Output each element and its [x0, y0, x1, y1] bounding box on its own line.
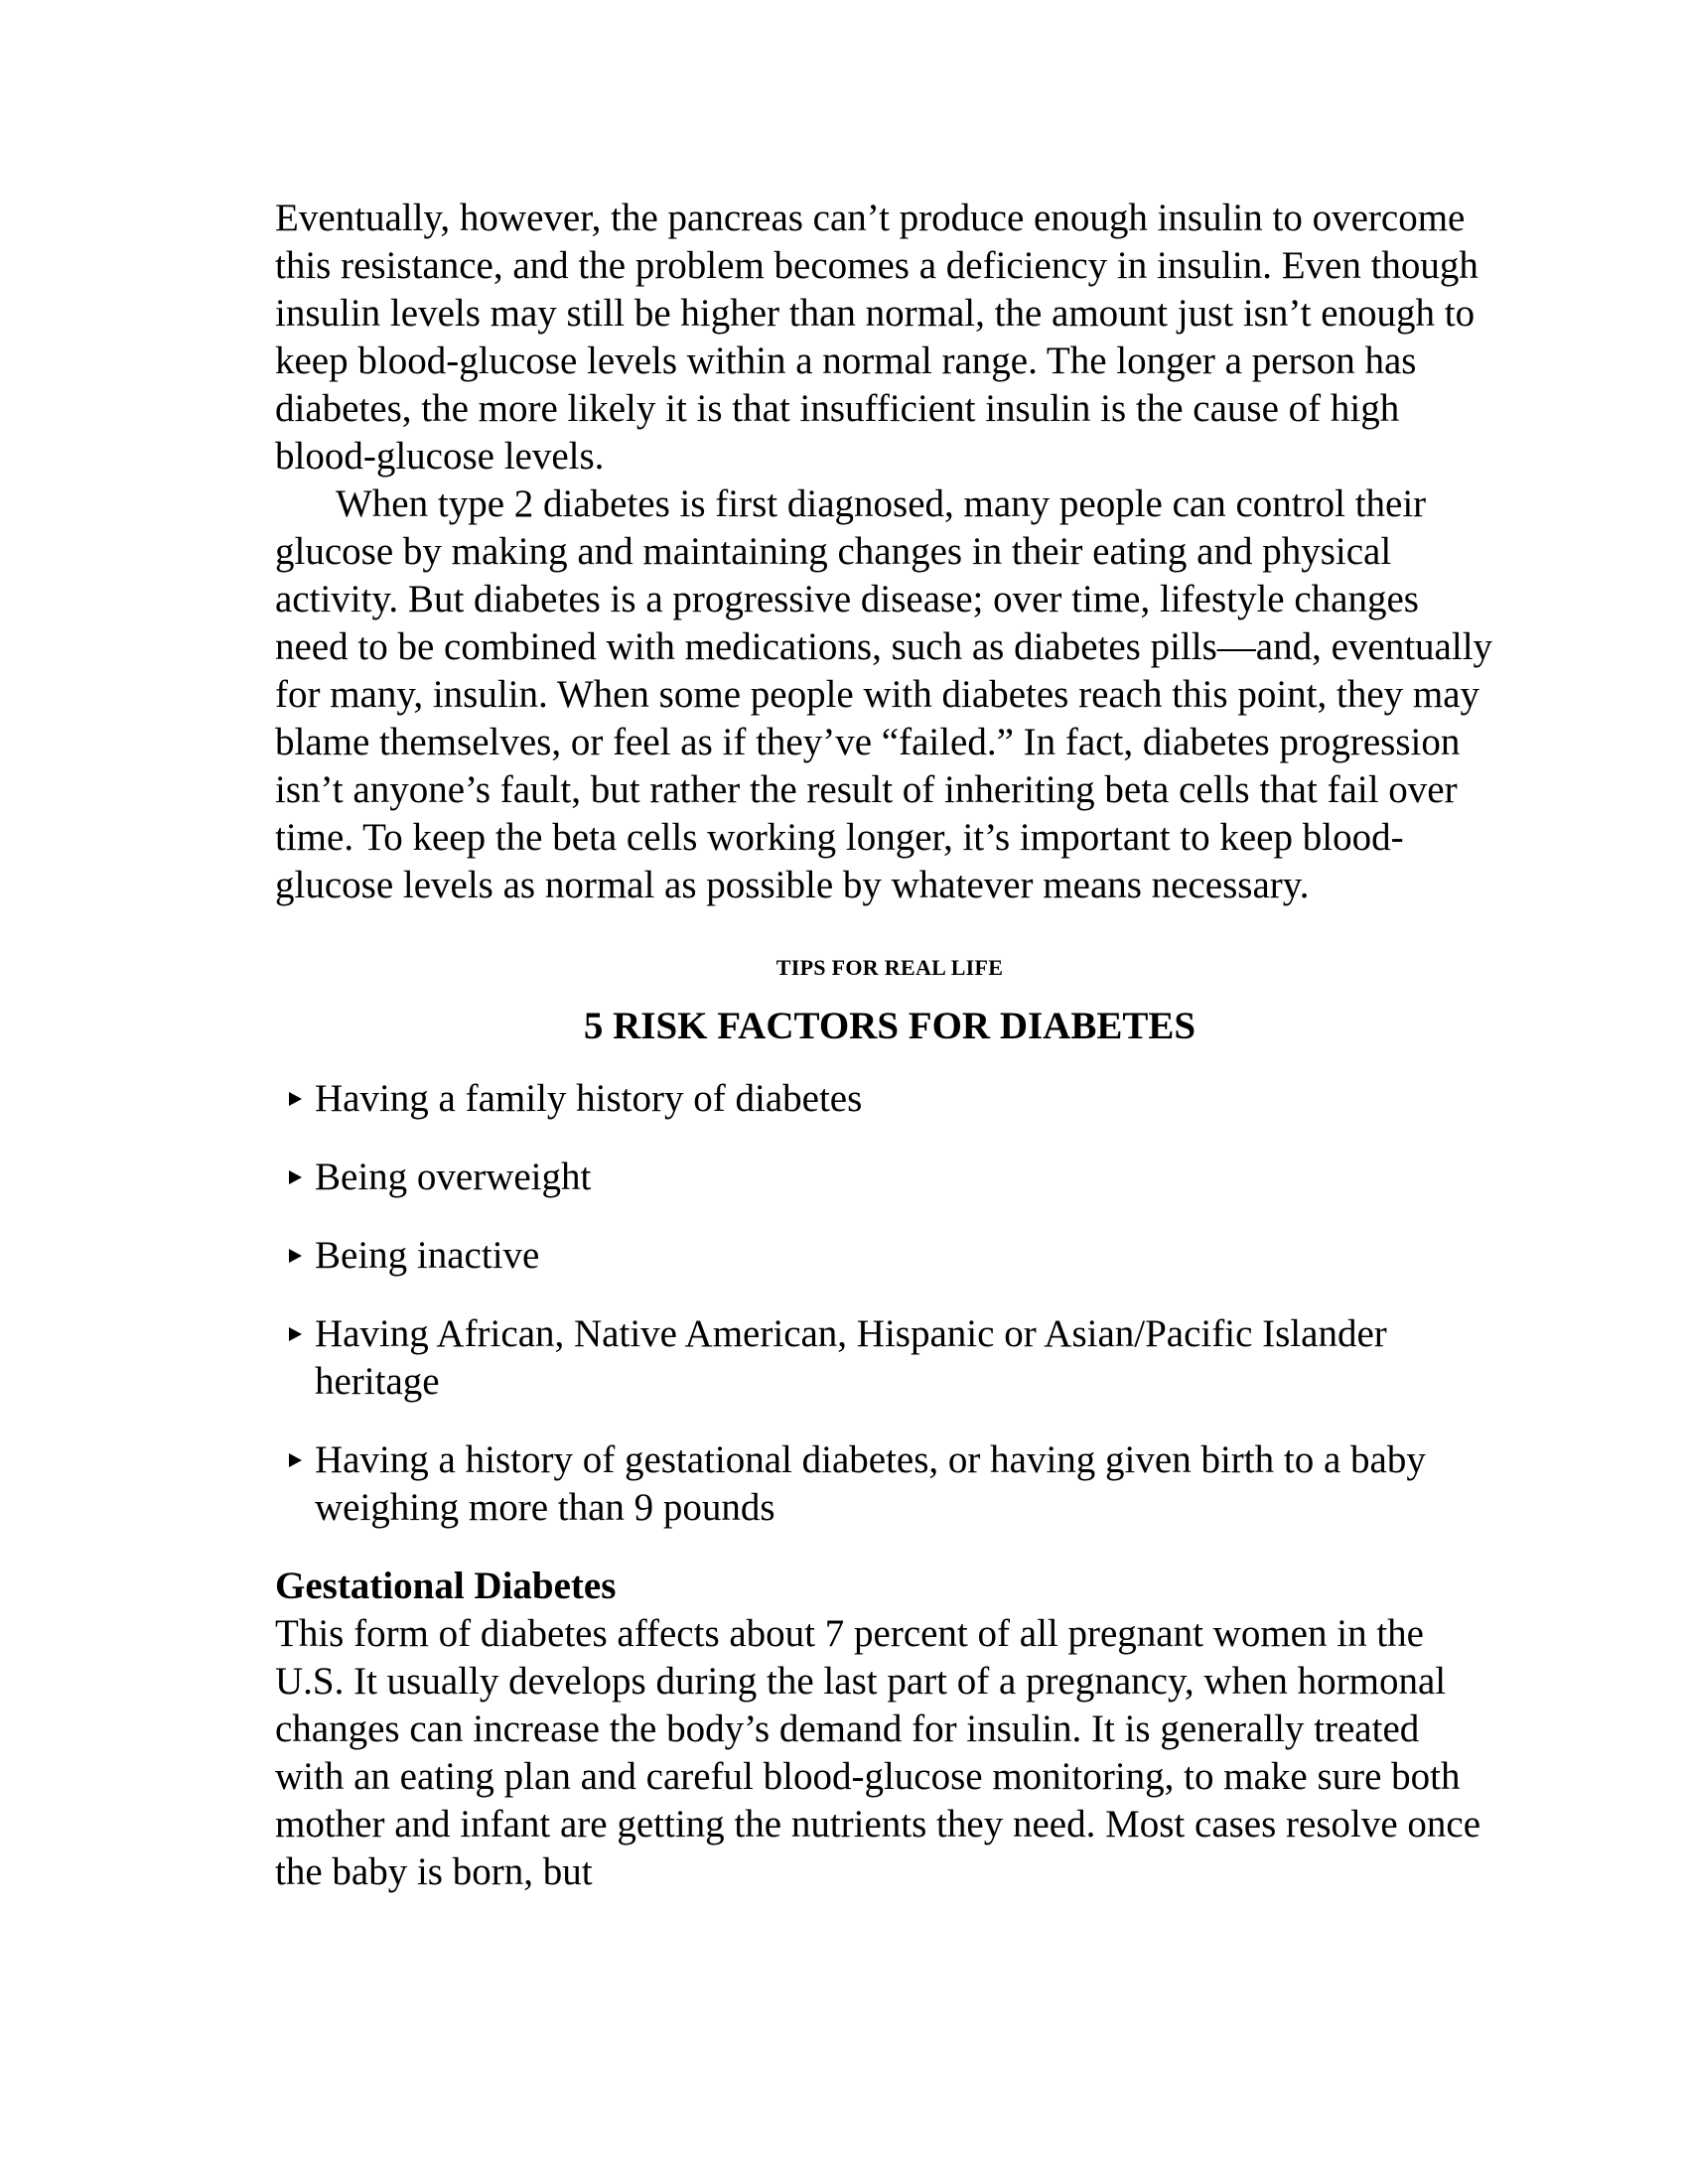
list-item-text: Having a family history of diabetes [315, 1077, 863, 1120]
body-paragraph-type2-progression: When type 2 diabetes is first diagnosed, many people can control their glucose by making and maintaining changes in their eating and physical activity. But diabetes is a progressive disease; over time, lifestyle changes need to be combined with medications, such as diabetes pills—and, eventually for many, insulin. When some people with diabetes reach this point, they may blame themselves, or feel as if they’ve “failed.” In fact, diabetes progression isn’t anyone’s fault, but rather the result of inheriting beta cells that fail over time. To keep the beta cells working longer, it’s important to keep blood-glucose levels as normal as possible by whatever means necessary. [275, 482, 1493, 906]
list-item [275, 1075, 1496, 1123]
arrow-bullet-icon [289, 1453, 302, 1467]
tips-box [275, 955, 1496, 1532]
risk-factor-list [275, 1075, 1496, 1532]
list-item [275, 1154, 1496, 1201]
list-item [275, 1310, 1496, 1406]
list-item [275, 1232, 1496, 1280]
list-item-text: Having African, Native American, Hispanic or Asian/Pacific Islander heritage [315, 1312, 1387, 1403]
arrow-bullet-icon [289, 1327, 302, 1341]
list-item-text: Having a history of gestational diabetes, or having given birth to a baby weighing more than 9 pounds [315, 1438, 1426, 1529]
list-item-text: Being inactive [315, 1234, 540, 1277]
arrow-bullet-icon [289, 1092, 302, 1106]
list-item-text: Being overweight [315, 1156, 592, 1198]
section-heading-gestational: Gestational Diabetes [275, 1565, 617, 1607]
tips-kicker: TIPS FOR REAL LIFE [775, 955, 1004, 980]
arrow-bullet-icon [289, 1170, 302, 1184]
document-page [275, 195, 1496, 1896]
list-item [275, 1436, 1496, 1532]
body-paragraph-insulin-deficiency: Eventually, however, the pancreas can’t produce enough insulin to overcome this resistance, and the problem becomes a deficiency in insulin. Even though insulin levels may still be higher than normal, the amount just isn’t enough to keep blood-glucose levels within a normal range. The longer a person has diabetes, the more likely it is that insufficient insulin is the cause of high blood-glucose levels. [275, 197, 1478, 478]
tips-box-title: 5 RISK FACTORS FOR DIABETES [583, 1005, 1196, 1047]
arrow-bullet-icon [289, 1249, 302, 1263]
body-paragraph-gestational: This form of diabetes affects about 7 percent of all pregnant women in the U.S. It usually develops during the last part of a pregnancy, when hormonal changes can increase the body’s demand for insulin. It is generally treated with an eating plan and careful blood-glucose monitoring, to make sure both mother and infant are getting the nutrients they need. Most cases resolve once the baby is born, but [275, 1612, 1481, 1893]
